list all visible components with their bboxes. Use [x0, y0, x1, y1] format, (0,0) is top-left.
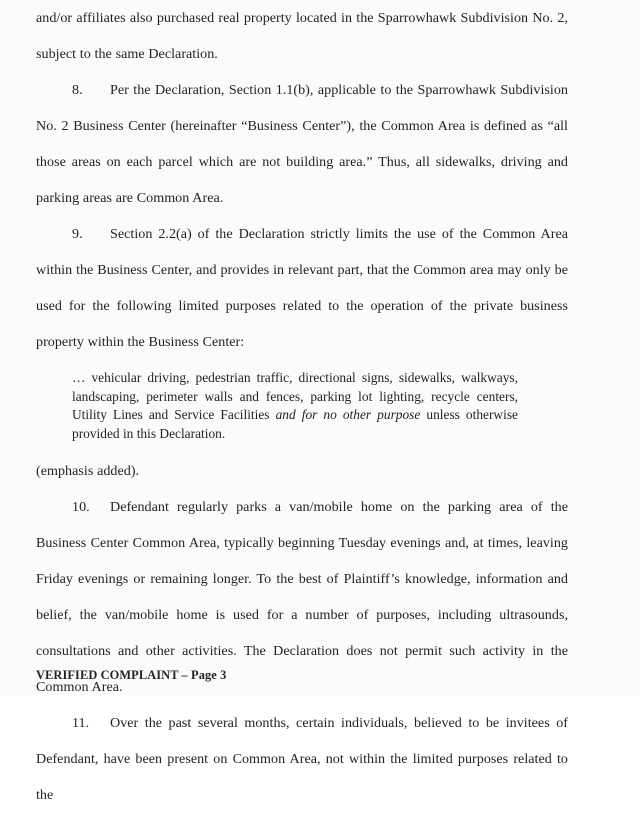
paragraph-8-number: 8.	[72, 82, 83, 98]
paragraph-11-text: Over the past several months, certain individuals, believed to be invitees of Defendant, have been present on Common Area, not within the limited purposes related to the	[36, 715, 568, 804]
paragraph-11-number: 11.	[72, 715, 90, 732]
paragraph-10-text: Defendant regularly parks a van/mobile home on the parking area of the Business Center Common Area, typically beginning Tuesday evenings and, at times, leaving Friday evenings or remaining longer. To the best of Plaintiff’s knowledge, information and belief, the van/mobile home is used for a number of purposes, including ultrasounds, consultations and other activities. The Declaration does not permit such activity in the Common Area.	[36, 499, 568, 696]
blockquote-trailing-text: unless otherwise provided in this Declaration.	[72, 407, 518, 441]
paragraph-9	[36, 216, 568, 360]
paragraph-10-number: 10.	[72, 499, 90, 516]
paragraph-11	[36, 705, 568, 813]
paragraph-carryover: and/or affiliates also purchased real property located in the Sparrowhawk Subdivision No. 2, subject to the same Declaration.	[36, 10, 568, 62]
paragraph-9-text: Section 2.2(a) of the Declaration strictly limits the use of the Common Area within the Business Center, and provides in relevant part, that the Common area may only be used for the following limited purposes related to the operation of the private business property within the Business Center:	[36, 226, 568, 350]
blockquote-declaration-excerpt	[72, 369, 518, 443]
blockquote-emphasized-text: and for no other purpose	[275, 407, 421, 423]
paragraph-8	[36, 72, 568, 216]
blockquote-bottom-spacer	[36, 443, 568, 453]
page-footer: VERIFIED COMPLAINT – Page 3	[36, 668, 227, 682]
emphasis-added-note: (emphasis added).	[36, 463, 140, 480]
document-body-column	[36, 0, 568, 813]
paragraph-8-text: Per the Declaration, Section 1.1(b), applicable to the Sparrowhawk Subdivision No. 2 Business Center (hereinafter “Business Center”), the Common Area is defined as “all those areas on each parcel which are not building area.” Thus, all sidewalks, driving and parking areas are Common Area.	[36, 82, 568, 206]
blockquote-top-spacer	[36, 360, 568, 369]
paragraph-9-number: 9.	[72, 226, 83, 242]
blockquote-lead-text: … vehicular driving, pedestrian traffic, directional signs, sidewalks, walkways, landscaping, perimeter walls and fences, parking lot lighting, recycle centers, Utility Lines and Service Facilities	[72, 370, 518, 423]
